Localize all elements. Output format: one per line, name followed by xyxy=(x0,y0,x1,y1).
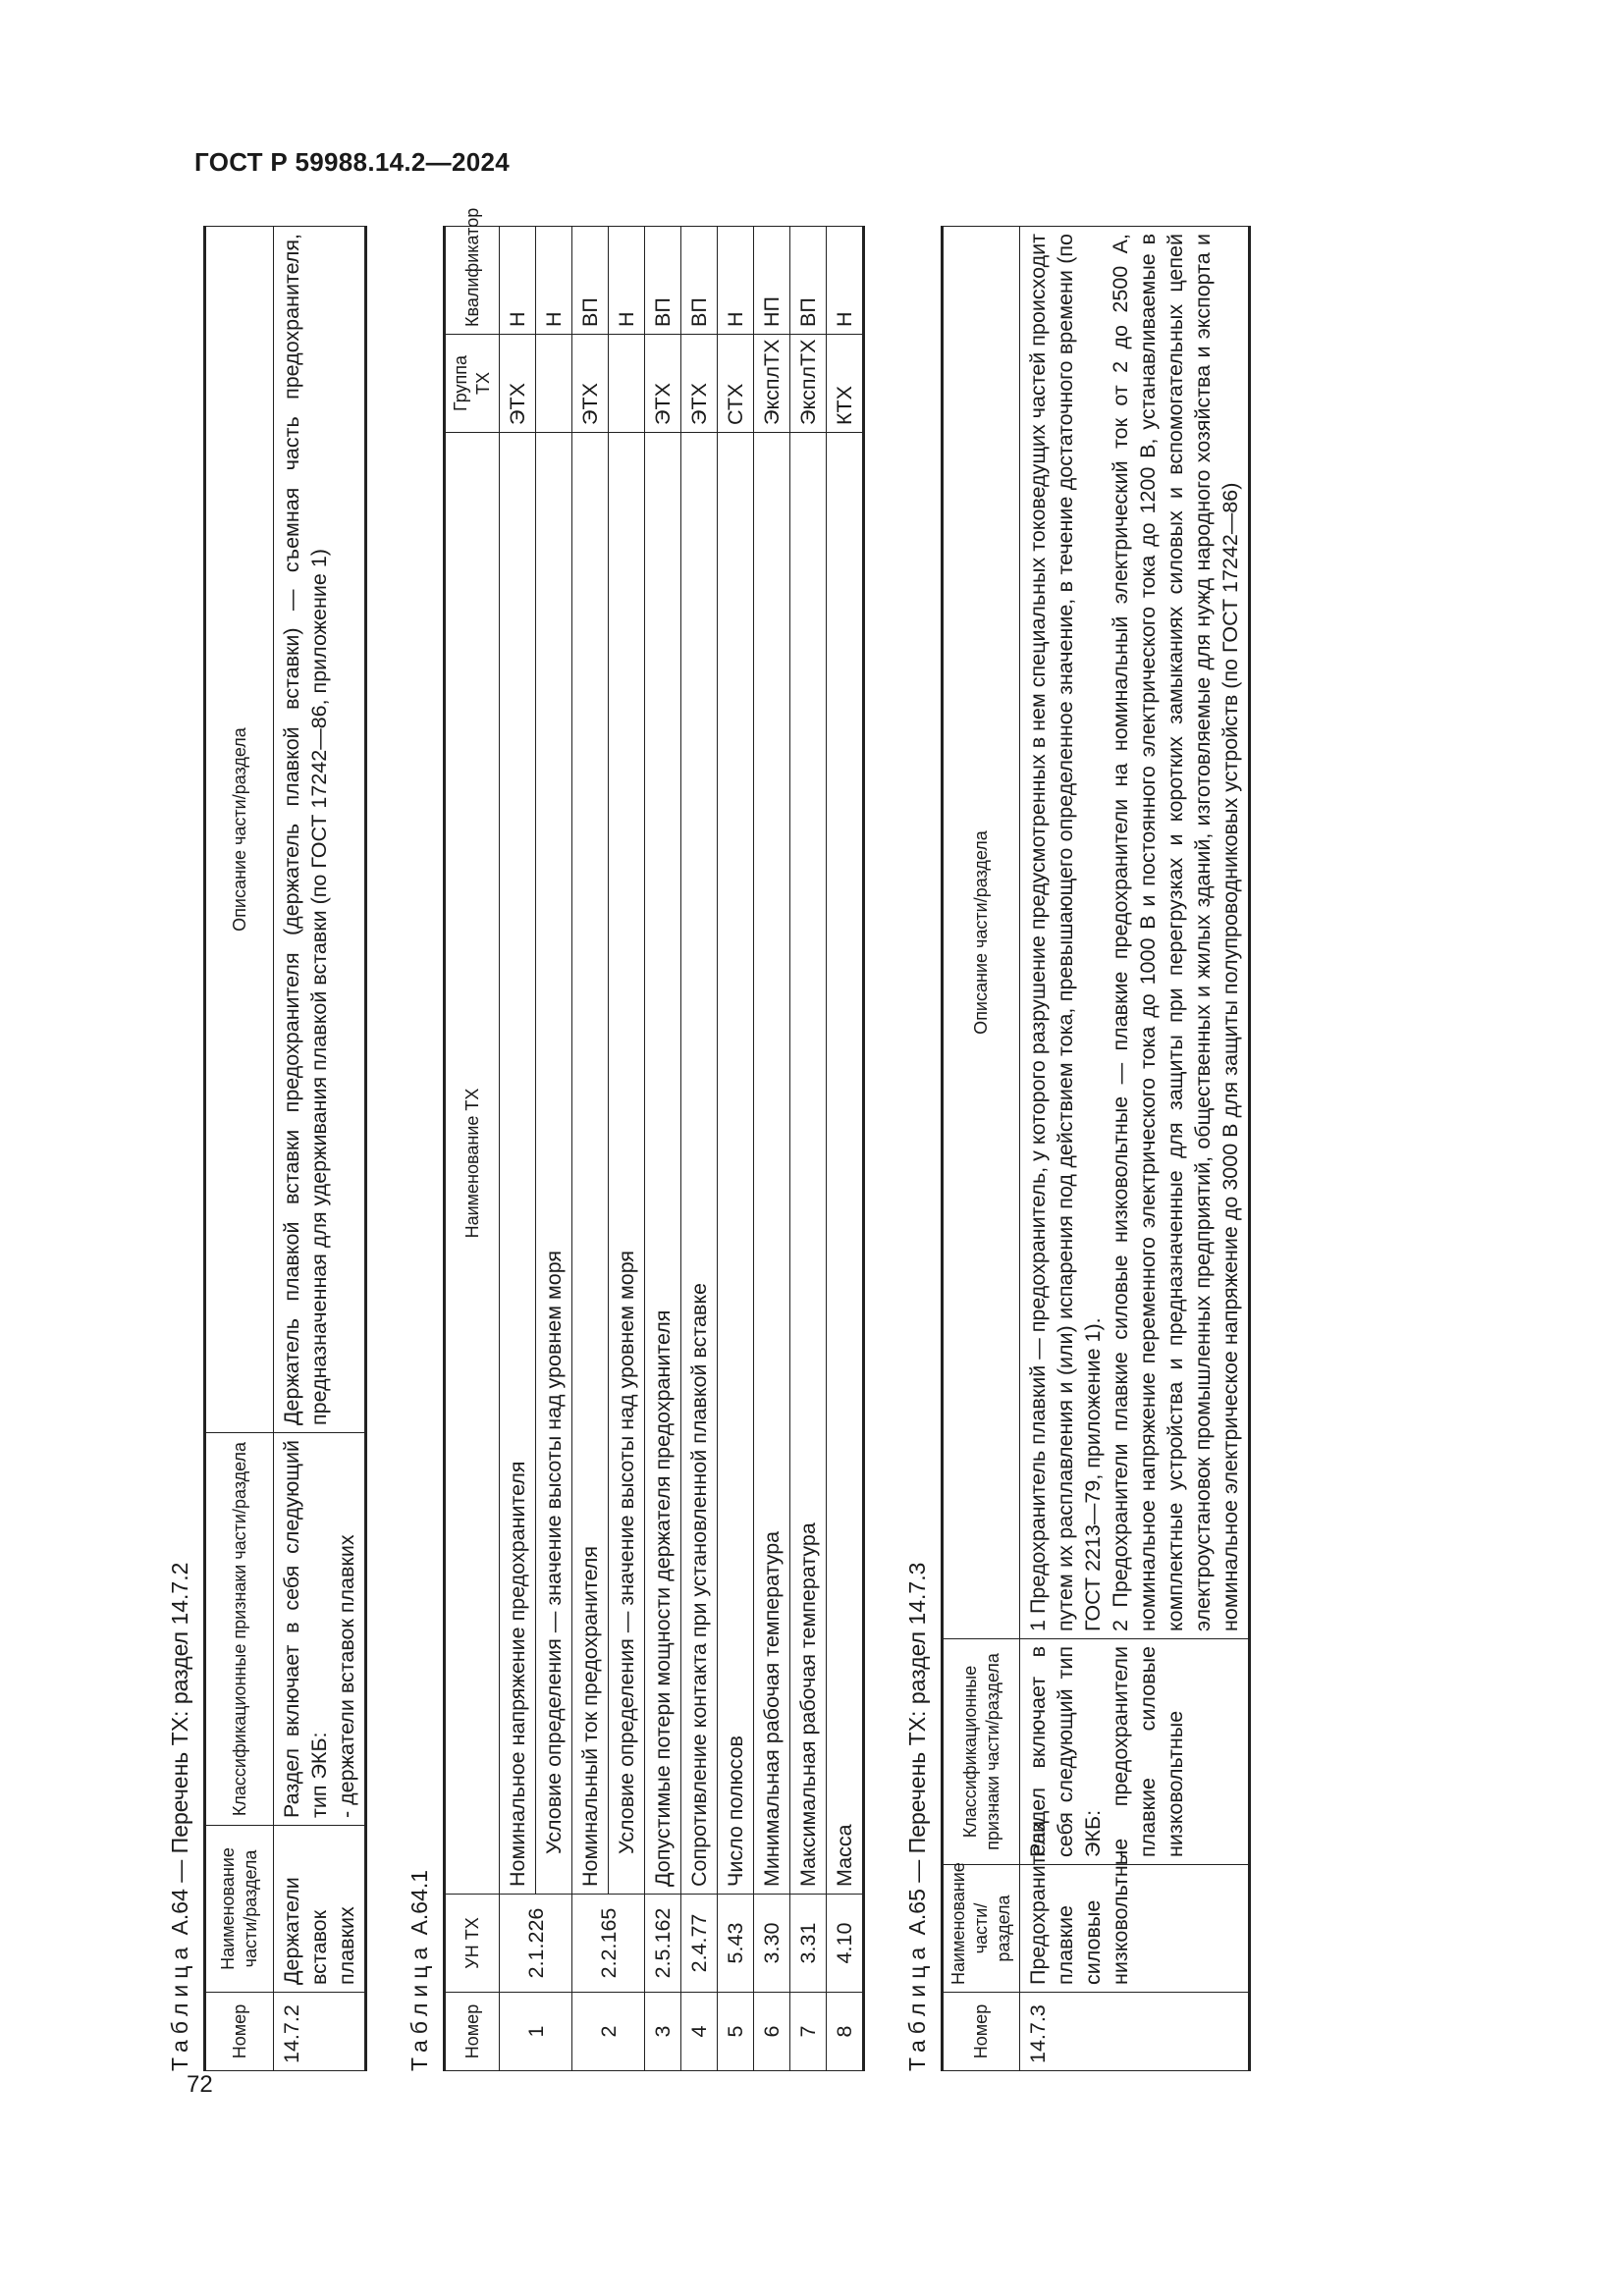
table-a64-header-name: Наименование части/раздела xyxy=(205,1826,274,1993)
row-un: 2.5.162 xyxy=(645,1895,681,1993)
row-number: 3 xyxy=(645,1993,681,2071)
table-a641-header-un: УН ТХ xyxy=(445,1895,500,1993)
row-group: ЭксплТХ xyxy=(790,335,827,433)
row-qualifier: ВП xyxy=(645,227,681,335)
row-un: 2.2.165 xyxy=(572,1895,645,1993)
table-a641-caption-text: А.64.1 xyxy=(406,1869,432,1936)
table-row xyxy=(572,227,609,2071)
row-un: 4.10 xyxy=(827,1895,864,1993)
row-name: Условие определения — значение высоты над уровнем моря xyxy=(536,433,572,1895)
row-qualifier: НП xyxy=(754,227,790,335)
table-a65-header-description: Описание части/раздела xyxy=(943,227,1020,1639)
table-a65-cell-description xyxy=(1020,227,1250,1639)
table-a641-header-name: Наименование ТХ xyxy=(445,433,500,1895)
table-a641-header-qualifier: Квалификатор xyxy=(445,227,500,335)
row-un: 2.1.226 xyxy=(500,1895,572,1993)
row-qualifier: ВП xyxy=(681,227,718,335)
table-a65-cell-name: Предохранители плавкие силовые низковольтные xyxy=(1020,1865,1250,1993)
table-a65-cell-number: 14.7.3 xyxy=(1020,1993,1250,2071)
row-number: 7 xyxy=(790,1993,827,2071)
table-a65-header-name: Наименование части/раздела xyxy=(943,1865,1020,1993)
table-a641-caption xyxy=(406,226,433,2071)
table-a64-caption xyxy=(167,226,193,2071)
table-a64-header-classification: Классификационные признаки части/раздела xyxy=(205,1433,274,1826)
row-qualifier: Н xyxy=(609,227,645,335)
table-a64-header-description: Описание части/раздела xyxy=(205,227,274,1433)
table-a641-header-group: Группа ТХ xyxy=(445,335,500,433)
table-row xyxy=(500,227,536,2071)
row-name: Число полюсов xyxy=(718,433,754,1895)
row-un: 3.30 xyxy=(754,1895,790,1993)
row-un: 2.4.77 xyxy=(681,1895,718,1993)
row-qualifier: Н xyxy=(718,227,754,335)
table-a641-header-number: Номер xyxy=(445,1993,500,2071)
row-group xyxy=(536,335,572,433)
table-row xyxy=(609,227,645,2071)
table-a65-description-2: 2 Предохранители плавкие силовые низковольтные — плавкие предохранители на номинальный электрический ток от 2 до 2500 А, номинальное напряжение переменного электрического тока до 1000 В и постоянного электрического тока до 1200 В, устанавливаемые в комплектные устройства и предназначенные для защиты при перегрузках и коротких замыканиях силовых и вспомогательных цепей электроустановок промышленных предприятий, общественных и жилых зданий, изготовляемые для нужд народного хозяйства и экспорта и номинальное электрическое напряжение до 3000 В для защиты полупроводниковых устройств (по ГОСТ 17242—86) xyxy=(1109,234,1242,1631)
row-group: ЭТХ xyxy=(645,335,681,433)
table-a64-cell-classification: Раздел включает в себя следующий тип ЭКБ: - держатели вставок плавких xyxy=(274,1433,366,1826)
row-group: ЭТХ xyxy=(681,335,718,433)
row-name: Условие определения — значение высоты над уровнем моря xyxy=(609,433,645,1895)
row-name: Минимальная рабочая температура xyxy=(754,433,790,1895)
row-number: 8 xyxy=(827,1993,864,2071)
rotated-content xyxy=(167,207,1473,2071)
row-qualifier: Н xyxy=(500,227,536,335)
row-number: 4 xyxy=(681,1993,718,2071)
table-row xyxy=(790,227,827,2071)
row-group xyxy=(609,335,645,433)
row-group: ЭТХ xyxy=(500,335,536,433)
table-a64-cell-name: Держатели вставок плавких xyxy=(274,1826,366,1993)
table-a641-caption-prefix: Таблица xyxy=(406,1941,432,2071)
table-a64-caption-text: А.64 — Перечень ТХ: раздел 14.7.2 xyxy=(167,1562,192,1936)
table-row xyxy=(718,227,754,2071)
table-a65-cell-classification: Раздел включает в себя следующий тип ЭКБ: - предохранители плавкие силовые низковольтные xyxy=(1020,1639,1250,1865)
row-group: КТХ xyxy=(827,335,864,433)
row-name: Масса xyxy=(827,433,864,1895)
table-a64-header-number: Номер xyxy=(205,1993,274,2071)
document-header: ГОСТ Р 59988.14.2—2024 xyxy=(194,147,510,177)
table-a65-header-number: Номер xyxy=(943,1993,1020,2071)
row-qualifier: ВП xyxy=(572,227,609,335)
table-row xyxy=(1020,227,1250,2071)
row-group: ЭксплТХ xyxy=(754,335,790,433)
table-a64-caption-prefix: Таблица xyxy=(167,1941,192,2071)
table-a64-cell-description: Держатель плавкой вставки предохранителя (держатель плавкой вставки) — съемная часть предохранителя, предназначенная для удерживания плавкой вставки (по ГОСТ 17242—86, приложение 1) xyxy=(274,227,366,1433)
table-a65-caption-text: А.65 — Перечень ТХ: раздел 14.7.3 xyxy=(904,1562,930,1936)
table-a65-caption xyxy=(904,226,931,2071)
row-name: Номинальный ток предохранителя xyxy=(572,433,609,1895)
table-row xyxy=(827,227,864,2071)
row-qualifier: ВП xyxy=(790,227,827,335)
row-name: Сопротивление контакта при установленной плавкой вставке xyxy=(681,433,718,1895)
table-row xyxy=(274,227,366,2071)
row-group: СТХ xyxy=(718,335,754,433)
table-a65 xyxy=(941,226,1251,2071)
table-row xyxy=(536,227,572,2071)
row-qualifier: Н xyxy=(536,227,572,335)
row-number: 1 xyxy=(500,1993,572,2071)
row-name: Допустимые потери мощности держателя предохранителя xyxy=(645,433,681,1895)
table-a65-header-classification: Классификационные признаки части/раздела xyxy=(943,1639,1020,1865)
table-a64-cell-number: 14.7.2 xyxy=(274,1993,366,2071)
row-number: 5 xyxy=(718,1993,754,2071)
table-row xyxy=(645,227,681,2071)
table-a641 xyxy=(443,207,865,2071)
page-number: 72 xyxy=(187,2071,213,2098)
row-un: 5.43 xyxy=(718,1895,754,1993)
row-un: 3.31 xyxy=(790,1895,827,1993)
row-name: Максимальная рабочая температура xyxy=(790,433,827,1895)
row-name: Номинальное напряжение предохранителя xyxy=(500,433,536,1895)
table-a65-description-1: 1 Предохранитель плавкий — предохранитель, у которого разрушение предусмотренных в нем специальных токоведущих частей происходит путем их расплавления и (или) испарения под действием тока, превышающего определенное значение, в течение достаточного времени (по ГОСТ 2213—79, приложение 1). xyxy=(1026,234,1105,1631)
table-row xyxy=(754,227,790,2071)
row-number: 2 xyxy=(572,1993,645,2071)
table-row xyxy=(681,227,718,2071)
row-number: 6 xyxy=(754,1993,790,2071)
row-group: ЭТХ xyxy=(572,335,609,433)
table-a64 xyxy=(203,226,367,2071)
table-a65-caption-prefix: Таблица xyxy=(904,1941,930,2071)
row-qualifier: Н xyxy=(827,227,864,335)
